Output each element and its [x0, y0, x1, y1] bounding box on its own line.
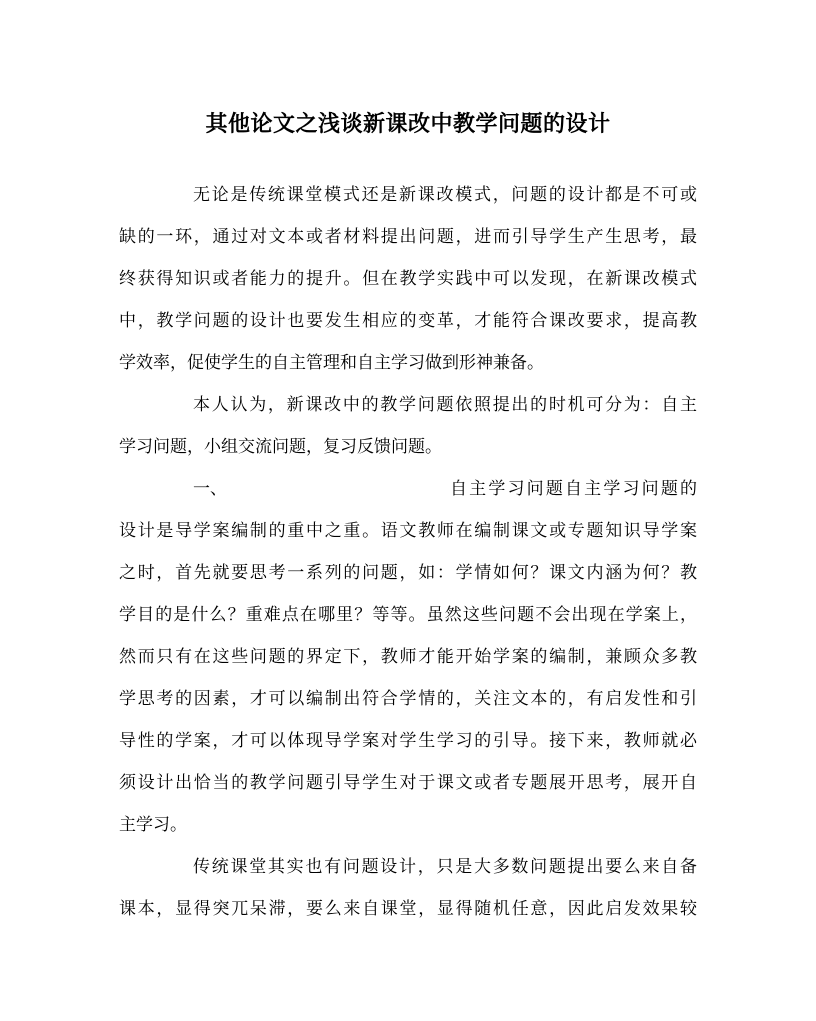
paragraph-line: 传统课堂其实也有问题设计，只是大多数问题提出要么来自备 [193, 857, 697, 877]
paragraph-line: 导性的学案，才可以体现导学案对学生学习的引导。接下来，教师就必 [119, 731, 697, 751]
section-marker: 一、 [193, 479, 227, 499]
paragraph-line: 学思考的因素，才可以编制出符合学情的，关注文本的，有启发性和引 [119, 689, 697, 709]
paragraph-line: 终获得知识或者能力的提升。但在教学实践中可以发现，在新课改模式 [119, 269, 697, 289]
paragraph-line: 课本，显得突兀呆滞，要么来自课堂，显得随机任意，因此启发效果较 [119, 899, 697, 919]
paragraph-line: 学目的是什么？重难点在哪里？等等。虽然这些问题不会出现在学案上， [119, 605, 697, 625]
paragraph-line: 主学习。 [119, 815, 187, 835]
paragraph-line: 然而只有在这些问题的界定下，教师才能开始学案的编制，兼顾众多教 [119, 647, 697, 667]
paragraph-line: 中，教学问题的设计也要发生相应的变革，才能符合课改要求，提高教 [119, 311, 697, 331]
paragraph-line: 须设计出恰当的教学问题引导学生对于课文或者专题展开思考，展开自 [119, 773, 697, 793]
paragraph-line: 学习问题，小组交流问题，复习反馈问题。 [119, 437, 442, 457]
paragraph-line: 设计是导学案编制的重中之重。语文教师在编制课文或专题知识导学案 [119, 521, 697, 541]
paragraph-line: 缺的一环，通过对文本或者材料提出问题，进而引导学生产生思考，最 [119, 227, 697, 247]
document-title: 其他论文之浅谈新课改中教学问题的设计 [205, 111, 611, 137]
section-heading: 自主学习问题自主学习问题的 [450, 479, 697, 499]
paragraph-line: 无论是传统课堂模式还是新课改模式，问题的设计都是不可或 [193, 185, 697, 205]
paragraph-line: 之时，首先就要思考一系列的问题，如：学情如何？课文内涵为何？教 [119, 563, 697, 583]
paragraph-line: 学效率，促使学生的自主管理和自主学习做到形神兼备。 [119, 353, 544, 373]
paragraph-line: 本人认为，新课改中的教学问题依照提出的时机可分为：自主 [193, 395, 697, 415]
